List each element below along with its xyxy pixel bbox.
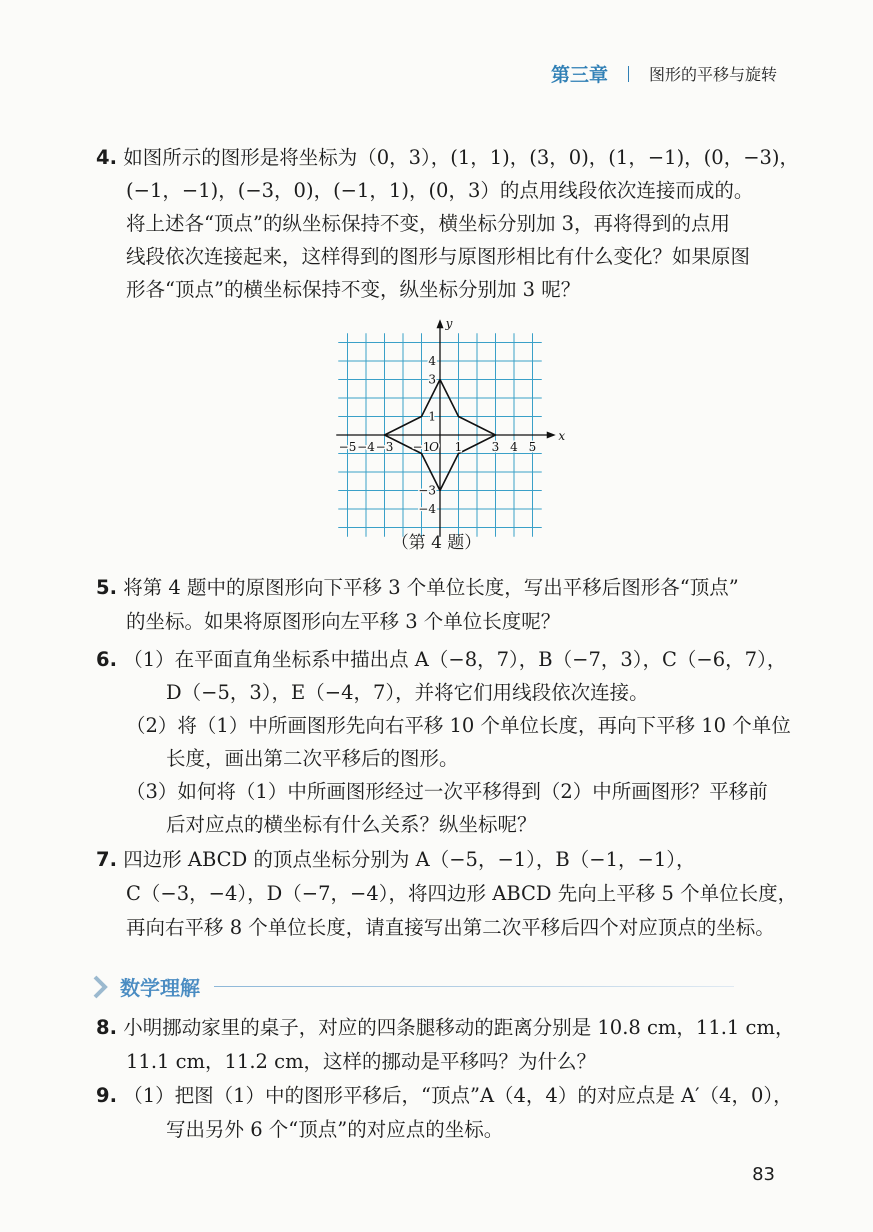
y-tick-label: −4 bbox=[418, 502, 436, 516]
problem-text: 11.1 cm，11.2 cm，这样的挪动是平移吗？为什么？ bbox=[126, 1050, 597, 1073]
chevron-right-icon bbox=[92, 974, 114, 1000]
problem-text: （3）如何将（1）中所画图形经过一次平移得到（2）中所画图形？平移前 bbox=[126, 780, 768, 803]
problem-text: 形各“顶点”的横坐标保持不变，纵坐标分别加 3 呢？ bbox=[126, 278, 581, 301]
subhead-rule bbox=[214, 986, 734, 987]
problem-text: 如图所示的图形是将坐标为（0，3），(1，1)，(3，0)，(1，−1)，(0，−3)， bbox=[123, 146, 800, 169]
y-tick-label: −3 bbox=[418, 483, 436, 498]
problem-number: 9. bbox=[96, 1084, 117, 1107]
x-axis-label: x bbox=[558, 429, 566, 443]
problem-text: （2）将（1）中所画图形先向右平移 10 个单位长度，再向下平移 10 个单位 bbox=[126, 714, 791, 737]
problem-text: 线段依次连接起来，这样得到的图形与原图形相比有什么变化？如果原图 bbox=[126, 245, 751, 268]
problem-text: C（−3，−4），D（−7，−4），将四边形 ABCD 先向上平移 5 个单位长度， bbox=[126, 882, 798, 905]
x-tick-label: −5 bbox=[338, 440, 357, 454]
page-number: 83 bbox=[752, 1164, 775, 1185]
coordinate-figure bbox=[330, 316, 566, 524]
x-tick-label: −3 bbox=[375, 440, 394, 454]
problem-text: 小明挪动家里的桌子，对应的四条腿移动的距离分别是 10.8 cm，11.1 cm， bbox=[123, 1016, 795, 1039]
figure-caption: （第 4 题） bbox=[391, 533, 482, 553]
y-axis-label: y bbox=[445, 316, 453, 331]
problem-text: (−1，−1)，(−3，0)，(−1，1)，(0，3）的点用线段依次连接而成的。 bbox=[126, 179, 754, 202]
problem-number: 5. bbox=[96, 576, 117, 599]
problem-text: 长度，画出第二次平移后的图形。 bbox=[166, 747, 459, 770]
x-tick-label: 5 bbox=[528, 440, 537, 454]
problem-text: （1）把图（1）中的图形平移后，“顶点”A（4，4）的对应点是 A′（4，0）， bbox=[123, 1084, 793, 1107]
x-tick-label: −1 bbox=[412, 440, 431, 454]
x-axis-arrow bbox=[547, 432, 556, 439]
y-tick-label: 4 bbox=[428, 354, 436, 368]
origin-label: O bbox=[429, 440, 439, 454]
problem-text: 将第 4 题中的原图形向下平移 3 个单位长度，写出平移后图形各“顶点” bbox=[123, 576, 739, 599]
problem-text: 写出另外 6 个“顶点”的对应点的坐标。 bbox=[166, 1118, 504, 1141]
problem-text: 的坐标。如果将原图形向左平移 3 个单位长度呢？ bbox=[126, 610, 561, 633]
y-axis-arrow bbox=[437, 319, 444, 328]
y-tick-label: 1 bbox=[428, 409, 436, 424]
problem-text: D（−5，3），E（−4，7），并将它们用线段依次连接。 bbox=[166, 681, 649, 704]
subhead-title: 数学理解 bbox=[120, 976, 200, 1000]
x-tick-label: 1 bbox=[454, 440, 463, 454]
chapter-label: 第三章 bbox=[550, 64, 608, 86]
problem-text: 将上述各“顶点”的纵坐标保持不变，横坐标分别加 3，再将得到的点用 bbox=[126, 212, 731, 235]
section-subhead bbox=[92, 972, 734, 1001]
problem-text: （1）在平面直角坐标系中描出点 A（−8，7），B（−7，3），C（−6，7）， bbox=[123, 648, 787, 671]
x-tick-label: −4 bbox=[357, 440, 375, 454]
header-divider bbox=[628, 66, 629, 82]
problem-number: 4. bbox=[96, 146, 117, 169]
section-title: 图形的平移与旋转 bbox=[648, 65, 777, 84]
x-tick-label: 4 bbox=[510, 440, 518, 454]
y-tick-label: 3 bbox=[428, 372, 436, 387]
problem-number: 6. bbox=[96, 648, 117, 671]
problem-text: 后对应点的横坐标有什么关系？纵坐标呢？ bbox=[166, 813, 537, 836]
problem-text: 再向右平移 8 个单位长度，请直接写出第二次平移后四个对应顶点的坐标。 bbox=[126, 916, 775, 939]
problem-text: 四边形 ABCD 的顶点坐标分别为 A（−5，−1），B（−1，−1）， bbox=[123, 848, 696, 871]
problem-number: 7. bbox=[96, 848, 117, 871]
x-tick-label: 3 bbox=[491, 440, 500, 454]
running-header bbox=[551, 60, 777, 87]
problem-number: 8. bbox=[96, 1016, 117, 1039]
